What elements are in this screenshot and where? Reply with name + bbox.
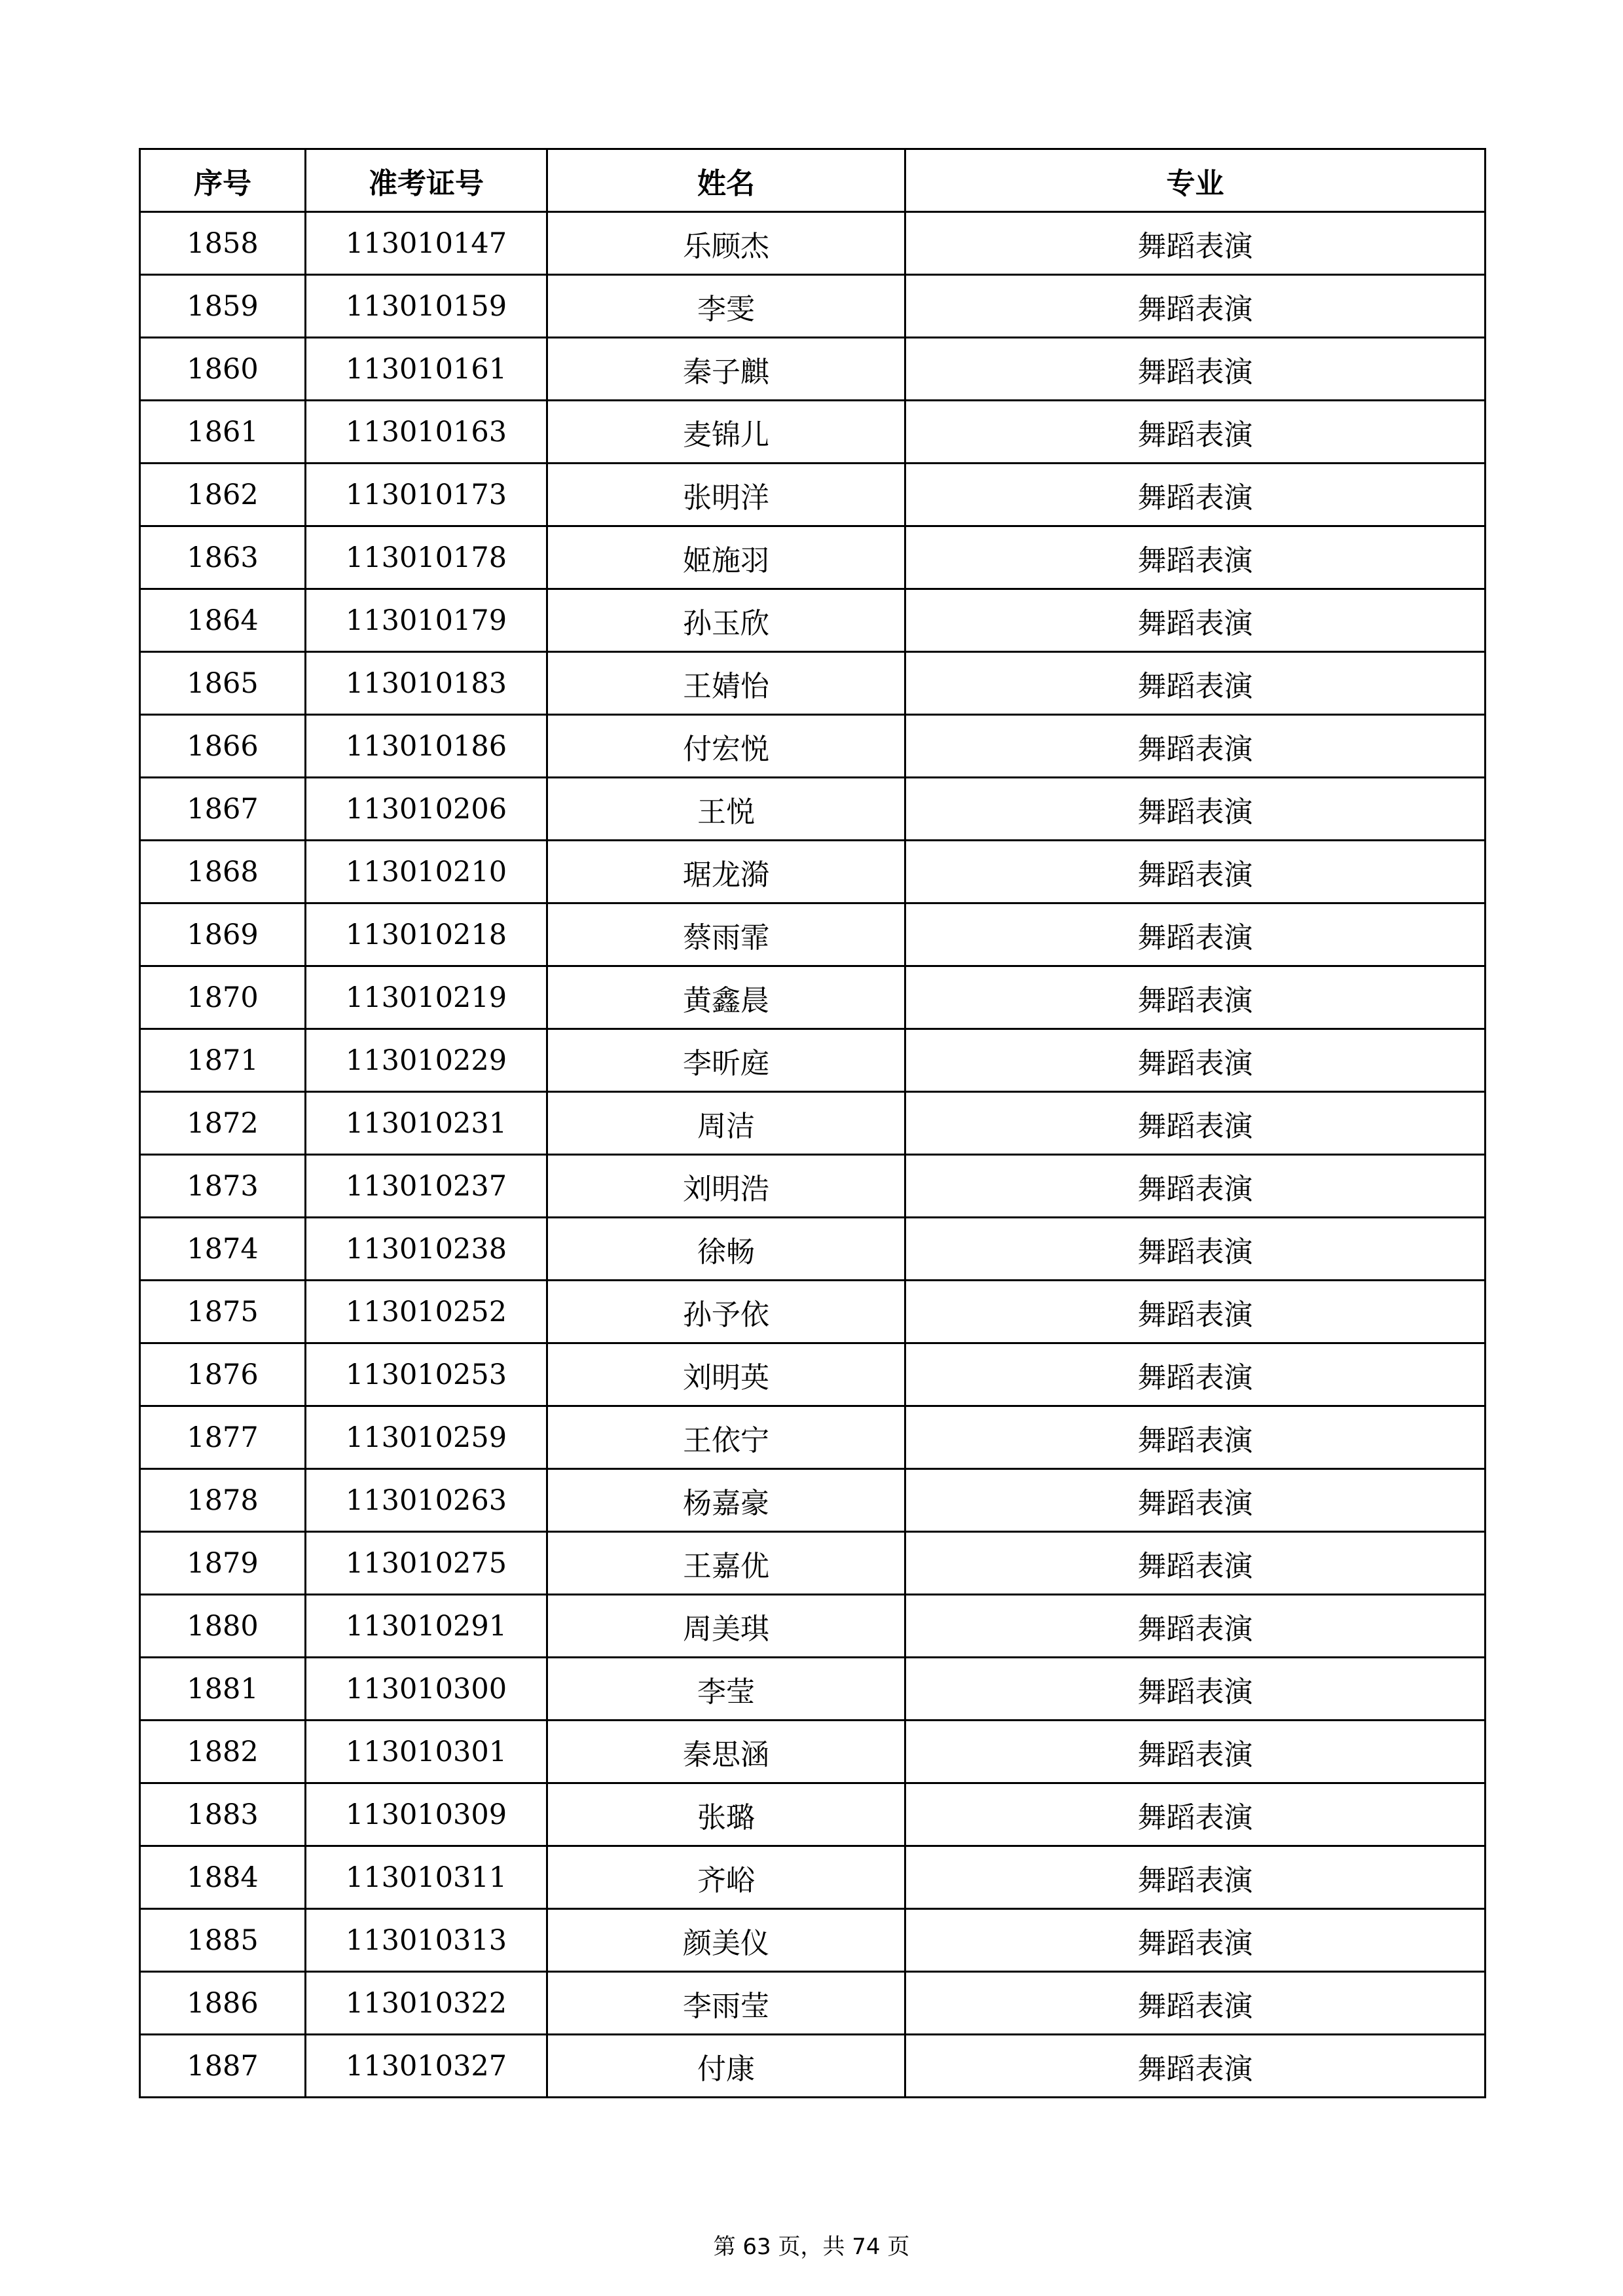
cell-name: 蔡雨霏 (547, 903, 905, 966)
table-row (140, 1092, 1486, 1155)
cell-seq: 1872 (140, 1092, 306, 1155)
cell-name: 乐顾杰 (547, 212, 905, 275)
cell-ticket-number: 113010159 (306, 275, 547, 338)
cell-ticket-number: 113010183 (306, 652, 547, 715)
cell-ticket-number: 113010147 (306, 212, 547, 275)
table-row (140, 1218, 1486, 1281)
cell-name: 王嘉优 (547, 1532, 905, 1595)
cell-major: 舞蹈表演 (905, 1783, 1486, 1846)
cell-major: 舞蹈表演 (905, 1595, 1486, 1658)
cell-major: 舞蹈表演 (905, 903, 1486, 966)
cell-major: 舞蹈表演 (905, 652, 1486, 715)
cell-ticket-number: 113010301 (306, 1721, 547, 1783)
cell-name: 刘明浩 (547, 1155, 905, 1218)
table-row (140, 715, 1486, 778)
cell-name: 徐畅 (547, 1218, 905, 1281)
cell-major: 舞蹈表演 (905, 1532, 1486, 1595)
cell-name: 周美琪 (547, 1595, 905, 1658)
cell-name: 杨嘉豪 (547, 1469, 905, 1532)
cell-seq: 1865 (140, 652, 306, 715)
cell-ticket-number: 113010300 (306, 1658, 547, 1721)
cell-major: 舞蹈表演 (905, 589, 1486, 652)
table-row (140, 212, 1486, 275)
cell-major: 舞蹈表演 (905, 401, 1486, 464)
table-row (140, 464, 1486, 526)
cell-name: 姬施羽 (547, 526, 905, 589)
table-row (140, 401, 1486, 464)
cell-name: 李昕庭 (547, 1029, 905, 1092)
cell-name: 秦子麒 (547, 338, 905, 401)
cell-name: 孙玉欣 (547, 589, 905, 652)
table-row (140, 1909, 1486, 1972)
cell-name: 琚龙漪 (547, 841, 905, 903)
cell-name: 黄鑫晨 (547, 966, 905, 1029)
cell-name: 齐峪 (547, 1846, 905, 1909)
cell-major: 舞蹈表演 (905, 1343, 1486, 1406)
cell-seq: 1868 (140, 841, 306, 903)
cell-ticket-number: 113010291 (306, 1595, 547, 1658)
cell-major: 舞蹈表演 (905, 526, 1486, 589)
cell-seq: 1880 (140, 1595, 306, 1658)
admission-table (139, 148, 1486, 2098)
cell-major: 舞蹈表演 (905, 1721, 1486, 1783)
cell-major: 舞蹈表演 (905, 1469, 1486, 1532)
cell-seq: 1876 (140, 1343, 306, 1406)
cell-major: 舞蹈表演 (905, 1909, 1486, 1972)
table-row (140, 1783, 1486, 1846)
table-row (140, 1155, 1486, 1218)
cell-major: 舞蹈表演 (905, 778, 1486, 841)
cell-seq: 1887 (140, 2035, 306, 2098)
cell-seq: 1877 (140, 1406, 306, 1469)
page-footer: 第 63 页，共 74 页 (713, 2234, 910, 2260)
cell-seq: 1859 (140, 275, 306, 338)
table-row (140, 1469, 1486, 1532)
cell-ticket-number: 113010253 (306, 1343, 547, 1406)
table-row (140, 841, 1486, 903)
cell-name: 王婧怡 (547, 652, 905, 715)
table-row (140, 1343, 1486, 1406)
cell-major: 舞蹈表演 (905, 275, 1486, 338)
cell-major: 舞蹈表演 (905, 1218, 1486, 1281)
cell-name: 周洁 (547, 1092, 905, 1155)
table-row (140, 1532, 1486, 1595)
cell-ticket-number: 113010179 (306, 589, 547, 652)
table-row (140, 1029, 1486, 1092)
table-row (140, 2035, 1486, 2098)
cell-major: 舞蹈表演 (905, 2035, 1486, 2098)
cell-seq: 1862 (140, 464, 306, 526)
table-row (140, 778, 1486, 841)
cell-seq: 1883 (140, 1783, 306, 1846)
cell-name: 孙予依 (547, 1281, 905, 1343)
table-row (140, 903, 1486, 966)
cell-major: 舞蹈表演 (905, 966, 1486, 1029)
table-row (140, 1846, 1486, 1909)
cell-seq: 1879 (140, 1532, 306, 1595)
cell-major: 舞蹈表演 (905, 1406, 1486, 1469)
cell-seq: 1867 (140, 778, 306, 841)
cell-major: 舞蹈表演 (905, 1155, 1486, 1218)
cell-major: 舞蹈表演 (905, 1029, 1486, 1092)
cell-ticket-number: 113010263 (306, 1469, 547, 1532)
cell-seq: 1871 (140, 1029, 306, 1092)
cell-major: 舞蹈表演 (905, 1972, 1486, 2035)
cell-name: 麦锦儿 (547, 401, 905, 464)
cell-seq: 1884 (140, 1846, 306, 1909)
cell-name: 颜美仪 (547, 1909, 905, 1972)
header-seq: 序号 (140, 149, 306, 212)
cell-name: 付康 (547, 2035, 905, 2098)
cell-name: 李雯 (547, 275, 905, 338)
header-ticket-number: 准考证号 (306, 149, 547, 212)
cell-seq: 1870 (140, 966, 306, 1029)
cell-ticket-number: 113010252 (306, 1281, 547, 1343)
cell-seq: 1878 (140, 1469, 306, 1532)
cell-seq: 1874 (140, 1218, 306, 1281)
header-major: 专业 (905, 149, 1486, 212)
cell-ticket-number: 113010237 (306, 1155, 547, 1218)
cell-ticket-number: 113010210 (306, 841, 547, 903)
cell-ticket-number: 113010229 (306, 1029, 547, 1092)
cell-major: 舞蹈表演 (905, 1281, 1486, 1343)
cell-ticket-number: 113010311 (306, 1846, 547, 1909)
cell-seq: 1886 (140, 1972, 306, 2035)
cell-ticket-number: 113010327 (306, 2035, 547, 2098)
cell-name: 秦思涵 (547, 1721, 905, 1783)
cell-ticket-number: 113010259 (306, 1406, 547, 1469)
cell-name: 王依宁 (547, 1406, 905, 1469)
cell-ticket-number: 113010163 (306, 401, 547, 464)
cell-ticket-number: 113010322 (306, 1972, 547, 2035)
cell-major: 舞蹈表演 (905, 212, 1486, 275)
header-row (140, 149, 1486, 212)
cell-major: 舞蹈表演 (905, 715, 1486, 778)
cell-major: 舞蹈表演 (905, 464, 1486, 526)
cell-seq: 1861 (140, 401, 306, 464)
header-name: 姓名 (547, 149, 905, 212)
cell-major: 舞蹈表演 (905, 1846, 1486, 1909)
cell-seq: 1881 (140, 1658, 306, 1721)
cell-major: 舞蹈表演 (905, 1092, 1486, 1155)
cell-seq: 1869 (140, 903, 306, 966)
cell-ticket-number: 113010275 (306, 1532, 547, 1595)
table-row (140, 1595, 1486, 1658)
table-row (140, 1972, 1486, 2035)
cell-ticket-number: 113010313 (306, 1909, 547, 1972)
cell-major: 舞蹈表演 (905, 841, 1486, 903)
table-row (140, 1721, 1486, 1783)
cell-ticket-number: 113010161 (306, 338, 547, 401)
cell-ticket-number: 113010178 (306, 526, 547, 589)
table-row (140, 1658, 1486, 1721)
table-row (140, 652, 1486, 715)
cell-seq: 1882 (140, 1721, 306, 1783)
cell-ticket-number: 113010218 (306, 903, 547, 966)
table-row (140, 1406, 1486, 1469)
cell-seq: 1864 (140, 589, 306, 652)
cell-seq: 1866 (140, 715, 306, 778)
table-row (140, 275, 1486, 338)
cell-major: 舞蹈表演 (905, 1658, 1486, 1721)
cell-ticket-number: 113010219 (306, 966, 547, 1029)
cell-ticket-number: 113010186 (306, 715, 547, 778)
table-row (140, 526, 1486, 589)
cell-name: 王悦 (547, 778, 905, 841)
table-row (140, 1281, 1486, 1343)
cell-name: 李雨莹 (547, 1972, 905, 2035)
cell-name: 张璐 (547, 1783, 905, 1846)
cell-seq: 1875 (140, 1281, 306, 1343)
cell-name: 张明洋 (547, 464, 905, 526)
cell-major: 舞蹈表演 (905, 338, 1486, 401)
cell-name: 刘明英 (547, 1343, 905, 1406)
cell-seq: 1860 (140, 338, 306, 401)
cell-name: 付宏悦 (547, 715, 905, 778)
table-row (140, 338, 1486, 401)
cell-seq: 1858 (140, 212, 306, 275)
cell-seq: 1873 (140, 1155, 306, 1218)
cell-ticket-number: 113010309 (306, 1783, 547, 1846)
cell-ticket-number: 113010173 (306, 464, 547, 526)
cell-seq: 1885 (140, 1909, 306, 1972)
cell-seq: 1863 (140, 526, 306, 589)
cell-ticket-number: 113010238 (306, 1218, 547, 1281)
table-row (140, 966, 1486, 1029)
cell-ticket-number: 113010206 (306, 778, 547, 841)
cell-name: 李莹 (547, 1658, 905, 1721)
cell-ticket-number: 113010231 (306, 1092, 547, 1155)
table-row (140, 589, 1486, 652)
